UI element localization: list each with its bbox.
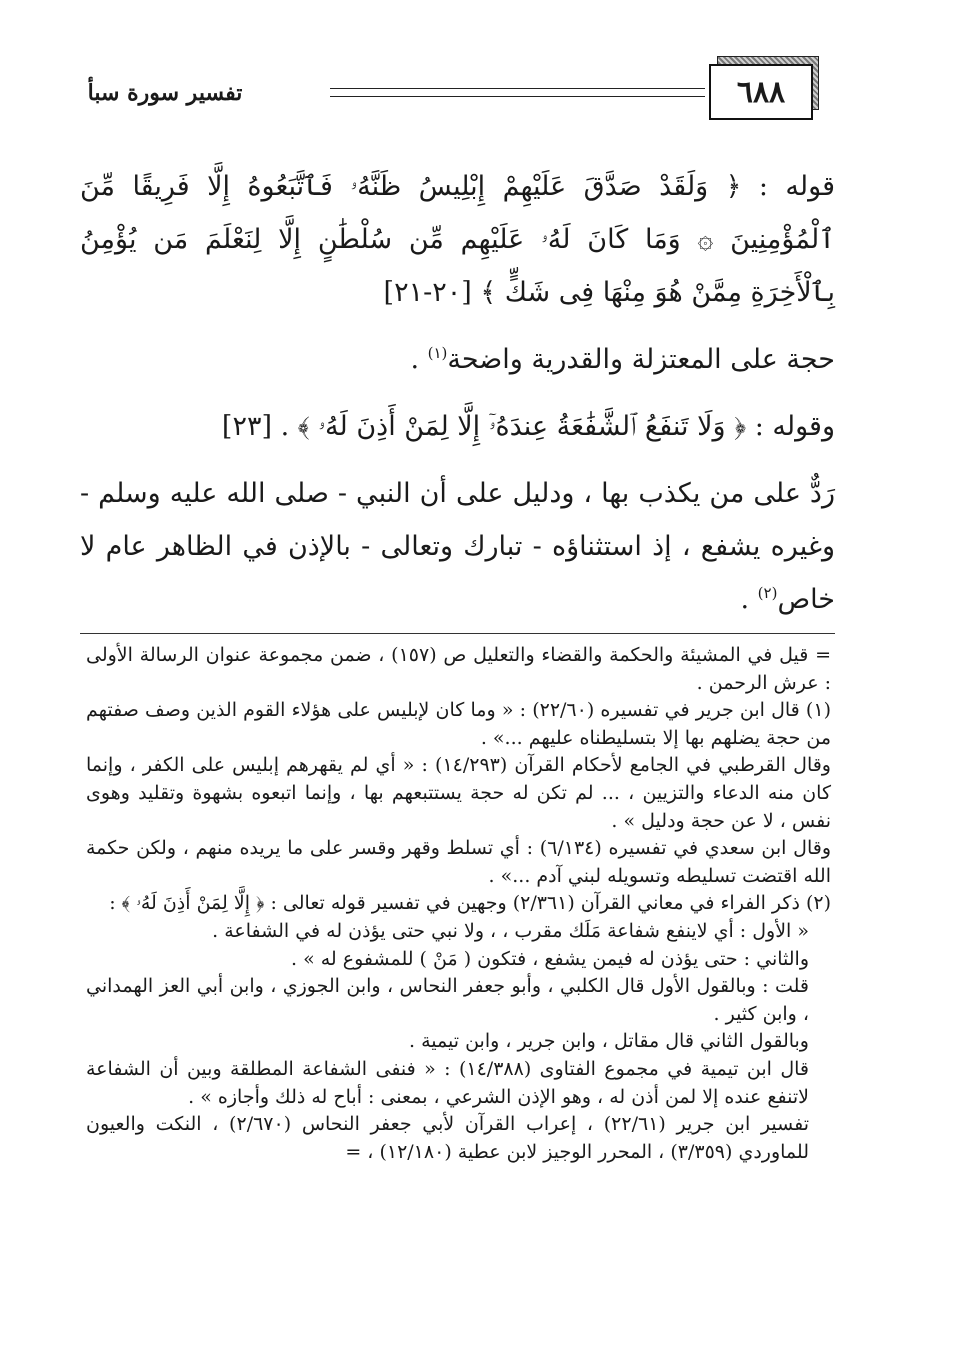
footnote-2: (٢) ذكر الفراء في معاني القرآن (٢/٣٦١) وجهين في تفسير قوله تعالى : ﴿ إِلَّا لِمَنْ أَذِنَ لَهُۥ ﴾ : <box>109 892 831 915</box>
running-title: تفسير سورة سبأ <box>87 80 243 106</box>
commentary-2-text: رَدٌّ على من يكذب بها ، ودليل على أن النبي - صلى الله عليه وسلم - وغيره يشفع ، إذ استثناؤه - تبارك وتعالى - بالإذن في الظاهر عام لا خاص <box>80 478 835 615</box>
footnote-2-first: « الأول : أي لاينفع شفاعة مَلَك مقرب ، ، ولا نبي حتى يؤذن له في الشفاعة . <box>212 919 809 942</box>
footnote-separator <box>80 633 835 634</box>
footnote-2-ibn-taymiyya: قال ابن تيمية في مجموع الفتاوى (١٤/٣٨٨) : « فنفى الشفاعة المطلقة وبين أن الشفاعة لاتنفع عنده إلا لمن أذن له ، وهو الإذن الشرعي ، بمعنى : أباح له ذلك وأجازه » . <box>86 1057 809 1108</box>
footnote-1-saadi: وقال ابن سعدي في تفسيره (٦/١٣٤) : أي تسلط وقهر وقسر على ما يريده منهم ، ولكن حكمة الله اقتضت تسليطه وتسويله لبني آدم ...» . <box>86 837 831 887</box>
header-rule-lower <box>330 96 705 97</box>
commentary-1-end: . <box>410 344 428 375</box>
commentary-1-text: حجة على المعتزلة والقدرية واضحة <box>447 344 835 375</box>
footnote-continuation: = قيل في المشيئة والحكمة والقضاء والتعليل ص (١٥٧) ، ضمن مجموعة عنوان الرسالة الأولى : عرش الرحمن . <box>86 644 831 694</box>
footnote-2-second: والثاني : حتى يؤذن له فيمن يشفع ، فتكون ( مَنْ ) للمشفوع له » . <box>290 947 809 970</box>
footnotes <box>86 642 831 1166</box>
verse-20-21: قوله : ﴿ وَلَقَدْ صَدَّقَ عَلَيْهِمْ إِبْلِيسُ ظَنَّهُۥ فَٱتَّبَعُوهُ إِلَّا فَرِيقًا مِّنَ ٱلْمُؤْمِنِينَ ۞ وَمَا كَانَ لَهُۥ عَلَيْهِم مِّن سُلْطَٰنٍ إِلَّا لِنَعْلَمَ مَن يُؤْمِنُ بِٱلْأَخِرَةِ مِمَّنْ هُوَ مِنْهَا فِى شَكٍّ ﴾ [٢٠-٢١] <box>80 171 835 308</box>
commentary-1 <box>80 333 835 386</box>
footnote-2-second-view: وبالقول الثاني قال مقاتل ، وابن جرير ، وابن تيمية . <box>409 1030 809 1053</box>
footnote-1-qurtubi: وقال القرطبي في الجامع لأحكام القرآن (١٤/٢٩٣) : « أي لم يقهرهم إبليس على الكفر ، وإنما كان منه الدعاء والتزيين ، ... لم تكن له حجة يستتبعهم بها ، وإنما اتبعوه بشهوة وتقليد وهوى نفس ، لا عن حجة ودليل » . <box>86 754 831 832</box>
page-number-box <box>709 56 819 116</box>
page-number: ٦٨٨ <box>709 64 813 120</box>
footnote-2-qultu: قلت : وبالقول الأول قال الكلبي ، وأبو جعفر النحاس ، وابن الجوزي ، وابن أبي العز الهمداني ، وابن كثير . <box>86 975 809 1025</box>
commentary-2 <box>80 467 835 626</box>
main-text <box>80 160 835 626</box>
footnote-2-sources: تفسير ابن جرير (٢٢/٦١) ، إعراب القرآن لأبي جعفر النحاس (٢/٦٧٠) ، النكت والعيون للماوردي (٣/٣٥٩) ، المحرر الوجيز لابن عطية (١٢/١٨٠) ، = <box>86 1113 809 1163</box>
footnote-ref-1[interactable]: (١) <box>427 344 448 362</box>
footnote-ref-2[interactable]: (٢) <box>757 584 778 602</box>
footnote-1: (١) قال ابن جرير في تفسيره (٢٢/٦٠) : « وما كان لإبليس على هؤلاء القوم الذين وصف صفتهم من حجة يضلهم بها إلا بتسليطناه عليهم ...» . <box>86 699 831 749</box>
commentary-2-end: . <box>740 584 758 615</box>
header-rule <box>330 88 705 89</box>
verse-23: وقوله : ﴿ وَلَا تَنفَعُ ٱلشَّفَٰعَةُ عِندَهُۥٓ إِلَّا لِمَنْ أَذِنَ لَهُۥ ﴾ . [٢٣] <box>221 411 835 442</box>
